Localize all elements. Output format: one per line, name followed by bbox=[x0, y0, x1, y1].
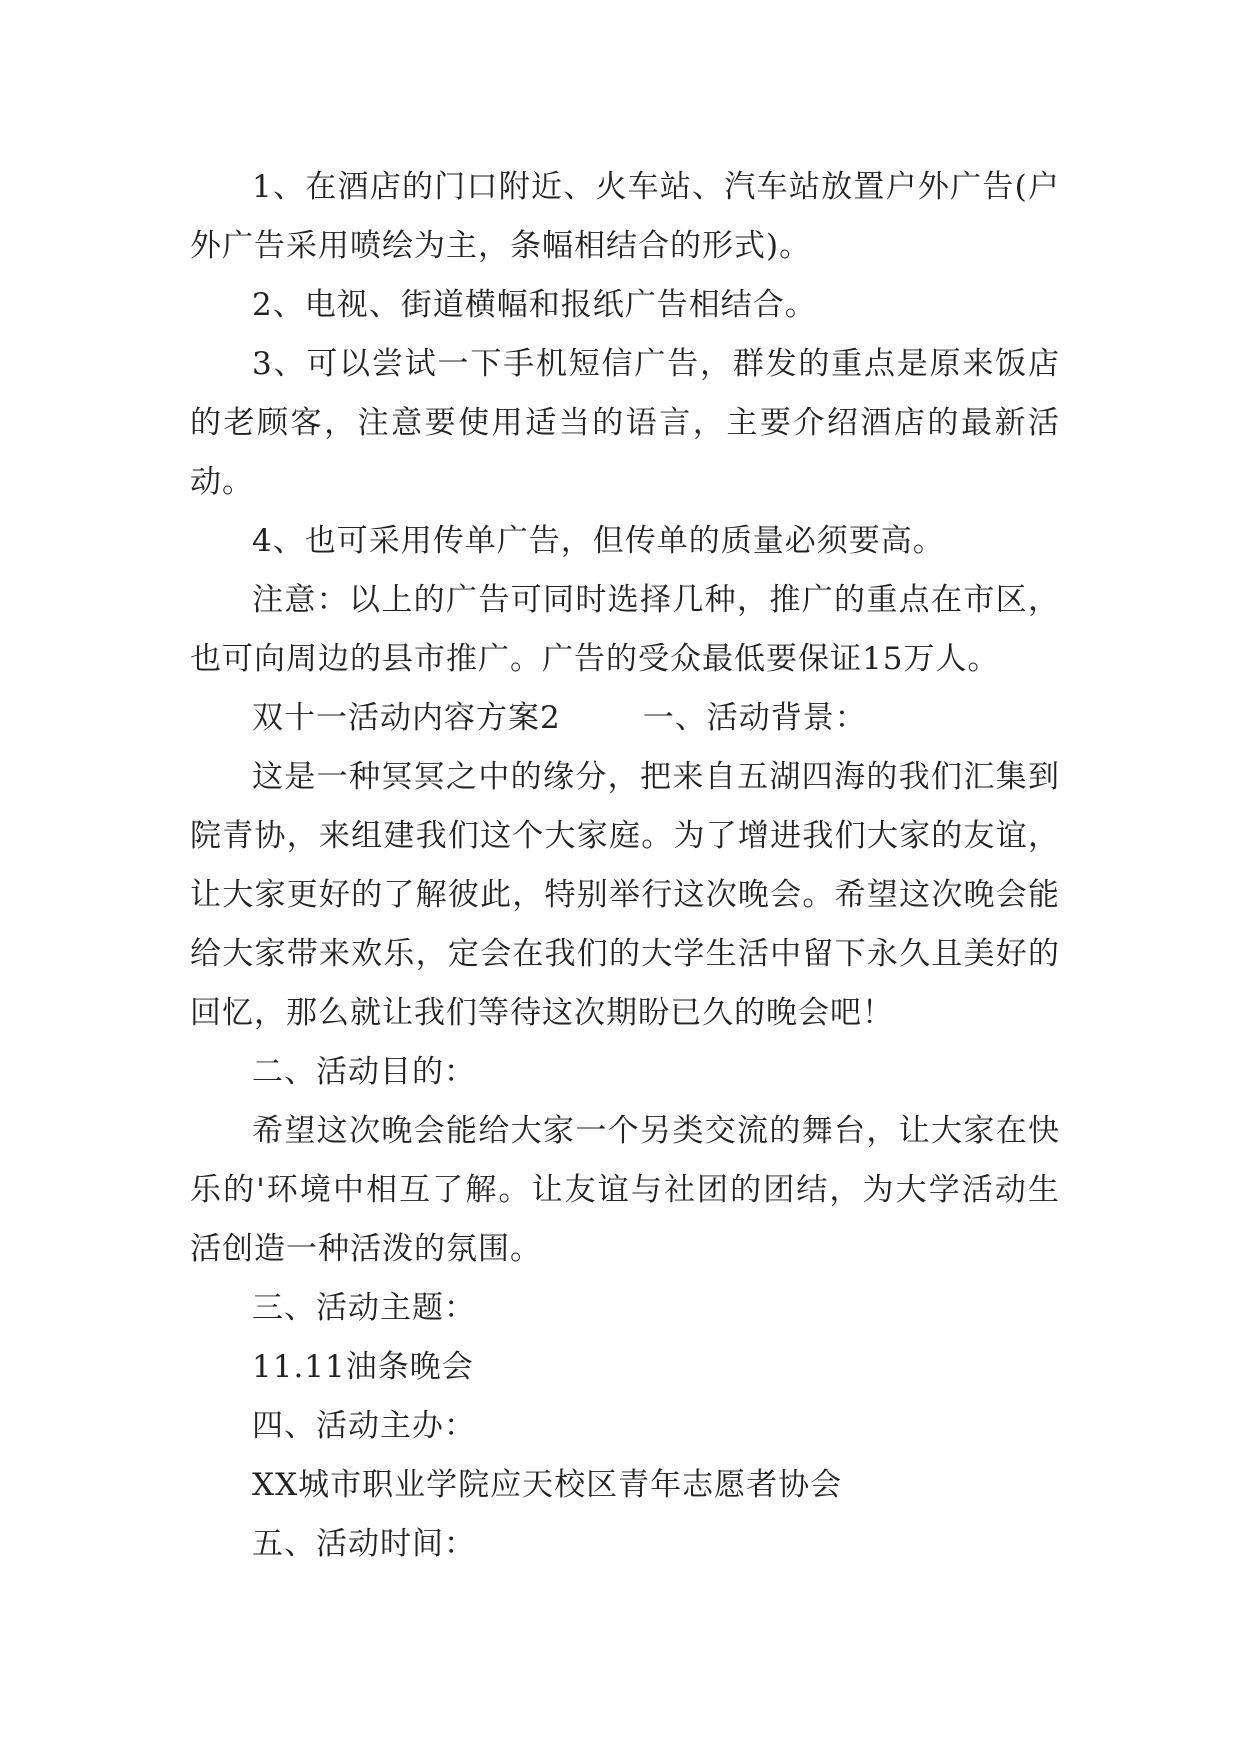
paragraph-background: 这是一种冥冥之中的缘分，把来自五湖四海的我们汇集到院青协，来组建我们这个大家庭。为了增进我们大家的友谊，让大家更好的了解彼此，特别举行这次晚会。希望这次晚会能给大家带来欢乐，定会在我们的大学生活中留下永久且美好的回忆，那么就让我们等待这次期盼已久的晚会吧！ bbox=[190, 759, 1060, 1031]
paragraph-note: 注意：以上的广告可同时选择几种，推广的重点在市区，也可向周边的县市推广。广告的受众最低要保证15万人。 bbox=[190, 582, 1060, 677]
paragraph-organizer: XX城市职业学院应天校区青年志愿者协会 bbox=[252, 1467, 843, 1503]
section-theme-heading: 三、活动主题： bbox=[252, 1290, 476, 1326]
paragraph-outdoor-ads: 1、在酒店的门口附近、火车站、汽车站放置户外广告(户外广告采用喷绘为主，条幅相结合的形式)。 bbox=[190, 169, 1060, 264]
plan-heading-line bbox=[190, 689, 1060, 748]
section-organizer-heading: 四、活动主办： bbox=[252, 1408, 476, 1444]
paragraph-sms-ads: 3、可以尝试一下手机短信广告，群发的重点是原来饭店的老顾客，注意要使用适当的语言，主要介绍酒店的最新活动。 bbox=[190, 346, 1060, 500]
section-background-heading: 一、活动背景： bbox=[642, 700, 867, 736]
paragraph-purpose: 希望这次晚会能给大家一个另类交流的舞台，让大家在快乐的'环境中相互了解。让友谊与社团的团结，为大学活动生活创造一种活泼的氛围。 bbox=[190, 1113, 1060, 1267]
section-purpose-heading: 二、活动目的： bbox=[252, 1054, 476, 1090]
document-body bbox=[190, 158, 1060, 1574]
plan-title: 双十一活动内容方案2 bbox=[252, 700, 561, 736]
paragraph-flyer-ads: 4、也可采用传单广告，但传单的质量必须要高。 bbox=[252, 523, 945, 559]
paragraph-theme: 11.11油条晚会 bbox=[252, 1349, 474, 1385]
paragraph-tv-ads: 2、电视、街道横幅和报纸广告相结合。 bbox=[252, 287, 817, 323]
section-time-heading: 五、活动时间： bbox=[252, 1526, 476, 1562]
